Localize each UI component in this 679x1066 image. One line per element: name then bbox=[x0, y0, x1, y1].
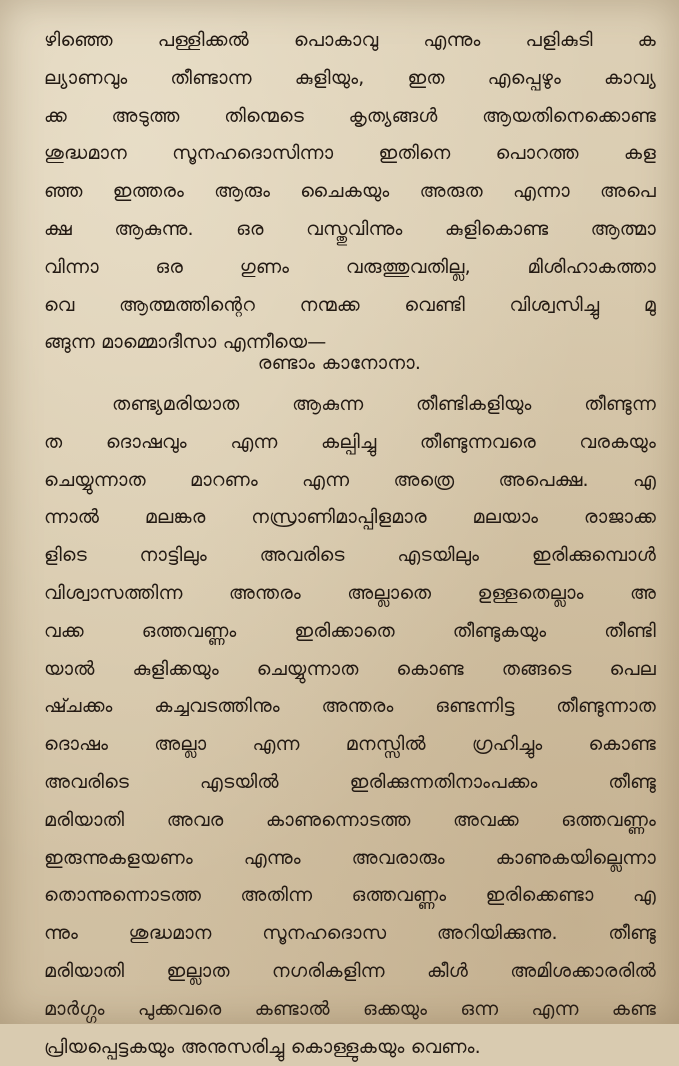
text-line: മരിയാതി അവര കാണുന്നൊടത്ത അവക്ക ഒത്തവണ്ണം bbox=[44, 808, 656, 831]
text-line: ഇരുന്നുകളയണം എന്നും അവരാരും കാണുകയില്ലെന്നാ bbox=[44, 846, 656, 869]
text-line: ഷ്ചക്കം കച്ചവടത്തിനും അന്തരം ഒണ്ടന്നിട്ട തീണ്ടുന്നാത bbox=[44, 695, 656, 718]
text-line: തൊന്നുന്നൊടത്ത അതിന്ന ഒത്തവണ്ണം ഇരിക്കെണ്ടാ എ bbox=[44, 884, 656, 907]
text-line: മരിയാതി ഇല്ലാത നഗരികളിന്ന കീൾ അമിശക്കാരരിൽ bbox=[44, 959, 656, 982]
text-line: ല്യാണവും തീണ്ടാന്ന കുളിയും, ഇത എപ്പെഴും കാവ്യ bbox=[44, 66, 656, 89]
paragraph-2 bbox=[44, 386, 656, 1066]
text-line: മാർഗ്ഗം പുക്കവരെ കണ്ടാൽ ഒക്കയും ഒന്ന എന്ന കണ്ട bbox=[44, 997, 656, 1020]
text-line: ത ദൊഷവും എന്ന കല്പിച്ചു തീണ്ടുന്നവരെ വരകയും bbox=[44, 430, 656, 453]
text-line: അവരിടെ എടയിൽ ഇരിക്കുന്നതിനാംപക്കം തീണ്ടു bbox=[44, 770, 656, 793]
text-line: തണ്ട്യമരിയാത ആകുന്ന തീണ്ടികളിയും തീണ്ടുന്ന bbox=[112, 393, 656, 415]
text-line: വക്ക ഒത്തവണ്ണം ഇരിക്കാതെ തീണ്ടുകയും തീണ്ടി bbox=[44, 619, 656, 642]
paragraph-1 bbox=[44, 22, 656, 362]
text-line: ചെയ്യുന്നാത മാറണം എന്ന അത്രെ അപെക്ഷ. എ bbox=[44, 468, 656, 491]
text-line: ളിടെ നാട്ടിലും അവരിടെ എടയിലും ഇരിക്കുമ്പൊൾ bbox=[44, 544, 656, 567]
section-heading: രണ്ടാം കാനോനാ. bbox=[257, 352, 422, 374]
text-line: വിന്നാ ഒര ഗുണം വരുത്തുവതില്ല, മിശിഹാകത്താ bbox=[44, 255, 656, 278]
text-line: ഞ്ഞ ഇത്തരം ആരും ചൈകയും അരുത എന്നാ അപെ bbox=[44, 180, 656, 203]
text-line: ന്നും ശുദ്ധമാന സൂനഹദൊസ അറിയിക്കുന്നു. തീണ്ടു bbox=[44, 922, 656, 945]
text-line: ശുദ്ധമാന സൂനഹദൊസിന്നാ ഇതിനെ പൊറത്ത കള bbox=[44, 142, 656, 165]
text-line: ദൊഷം അല്ലാ എന്ന മനസ്സിൽ ഗ്രഹിച്ചും കൊണ്ട bbox=[44, 733, 656, 756]
text-line: ഴിഞ്ഞെ പള്ളിക്കൽ പൊകാവു എന്നും പളികുടി ക bbox=[44, 29, 656, 51]
text-line: യാൽ കുളിക്കയും ചെയ്യുന്നാത കൊണ്ട തങ്ങടെ പെല bbox=[44, 657, 656, 680]
text-line: വിശ്വാസത്തിന്ന അന്തരം അല്ലാതെ ഉള്ളതെല്ലാം അ bbox=[44, 581, 656, 604]
text-line: വെ ആത്മത്തിന്റെറ നന്മക്ക വെണ്ടി വിശ്വസിച്ചു മു bbox=[44, 293, 656, 316]
text-line: ക്ഷ ആകുന്നു. ഒര വസ്തുവിന്നും കുളികൊണ്ട ആത്മാ bbox=[44, 217, 656, 240]
text-line: ങ്ങുന്ന മാമ്മൊദീസാ എന്നീയെ— bbox=[44, 331, 327, 354]
text-line: പ്രിയപ്പെട്ടകയും അനുസരിച്ചു കൊള്ളുകയും വെണം. bbox=[44, 1035, 481, 1058]
text-line: ന്നാൽ മലങ്കര നസ്രാണിമാപ്പിളമാര മലയാം രാജാക്ക bbox=[44, 506, 656, 529]
text-line: ക്ക അടുത്ത തിന്മെടെ കൃത്യങ്ങൾ ആയതിനെക്കൊണ്ട bbox=[44, 104, 656, 127]
